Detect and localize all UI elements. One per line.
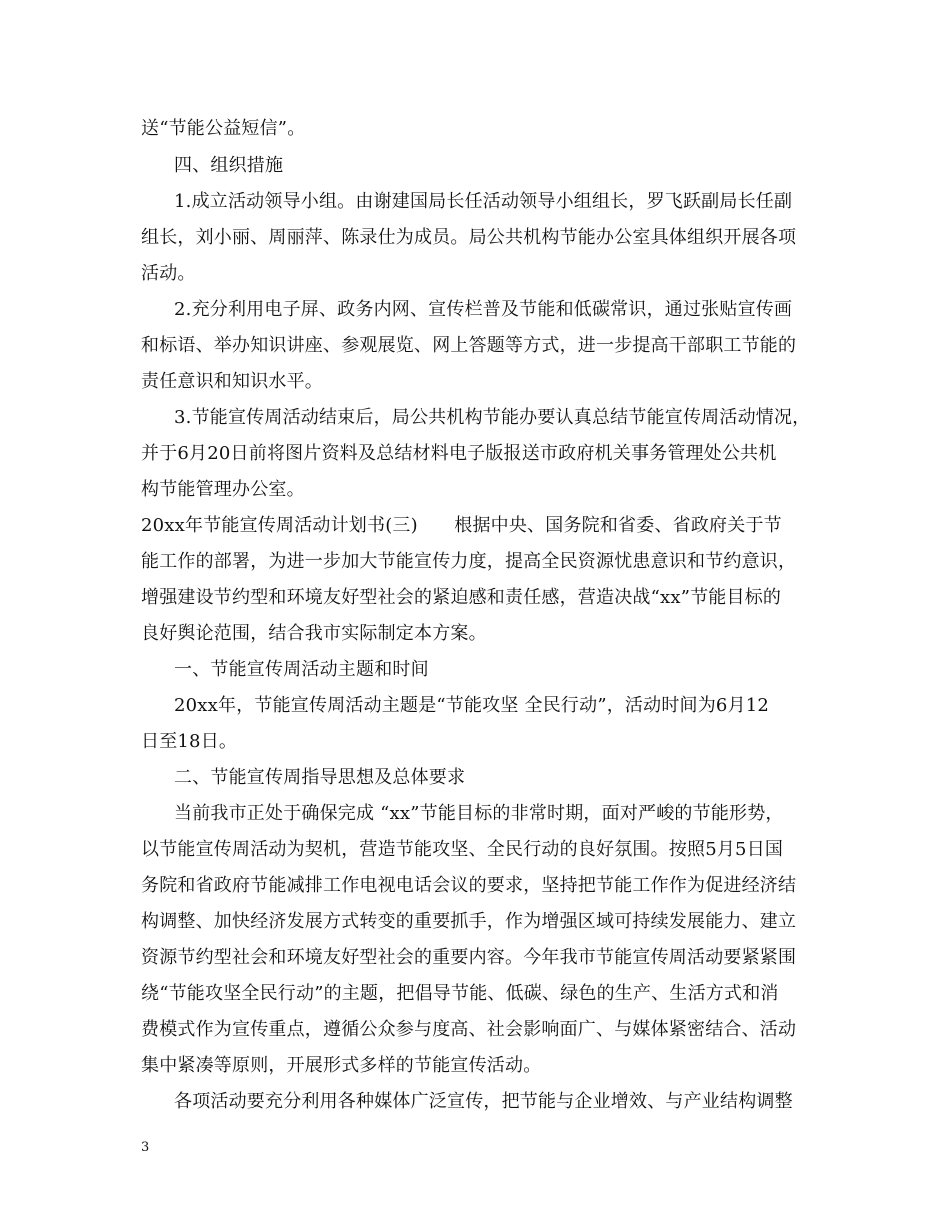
text-line: 资源节约型社会和环境友好型社会的重要内容。今年我市节能宣传周活动要紧紧围 bbox=[141, 947, 797, 968]
section-heading: 四、组织措施 bbox=[174, 155, 284, 176]
text-line: 1.成立活动领导小组。由谢建国局长任活动领导小组组长，罗飞跃副局长任副 bbox=[174, 191, 793, 212]
section-heading: 二、节能宣传周指导思想及总体要求 bbox=[174, 767, 466, 788]
text-line: 日至18日。 bbox=[141, 731, 238, 752]
text-line: 集中紧凑等原则，开展形式多样的节能宣传活动。 bbox=[141, 1055, 542, 1076]
section-heading: 一、节能宣传周活动主题和时间 bbox=[174, 659, 429, 680]
text-line: 责任意识和知识水平。 bbox=[141, 371, 323, 392]
text-line: 构调整、加快经济发展方式转变的重要抓手，作为增强区域可持续发展能力、建立 bbox=[141, 911, 797, 932]
text-line: 绕“节能攻坚全民行动”的主题，把倡导节能、低碳、绿色的生产、生活方式和消 bbox=[141, 983, 779, 1004]
text-line: 务院和省政府节能减排工作电视电话会议的要求，坚持把节能工作作为促进经济结 bbox=[141, 875, 797, 896]
text-line: 20xx年，节能宣传周活动主题是“节能攻坚 全民行动”，活动时间为6月12 bbox=[174, 695, 770, 716]
text-line: 良好舆论范围，结合我市实际制定本方案。 bbox=[141, 623, 487, 644]
text-line: 增强建设节约型和环境友好型社会的紧迫感和责任感，营造决战“xx”节能目标的 bbox=[141, 587, 782, 608]
text-line: 组长，刘小丽、周丽萍、陈录仕为成员。局公共机构节能办公室具体组织开展各项 bbox=[141, 227, 797, 248]
text-line: 构节能管理办公室。 bbox=[141, 479, 305, 500]
text-line: 活动。 bbox=[141, 263, 196, 284]
text-line: 2.充分利用电子屏、政务内网、宣传栏普及节能和低碳常识，通过张贴宣传画 bbox=[174, 299, 793, 320]
text-line: 当前我市正处于确保完成 “xx”节能目标的非常时期，面对严峻的节能形势， bbox=[174, 803, 784, 824]
text-line: 3.节能宣传周活动结束后，局公共机构节能办要认真总结节能宣传周活动情况， bbox=[174, 407, 811, 428]
text-line: 各项活动要充分利用各种媒体广泛宣传，把节能与企业增效、与产业结构调整 bbox=[174, 1091, 793, 1112]
text-line: 和标语、举办知识讲座、参观展览、网上答题等方式，进一步提高干部职工节能的 bbox=[141, 335, 797, 356]
page-number: 3 bbox=[141, 1140, 150, 1155]
text-line: 以节能宣传周活动为契机，营造节能攻坚、全民行动的良好氛围。按照5月5日国 bbox=[141, 839, 784, 860]
text-line: 送“节能公益短信”。 bbox=[141, 118, 306, 139]
text-line: 能工作的部署，为进一步加大节能宣传力度，提高全民资源忧患意识和节约意识， bbox=[141, 551, 797, 572]
text-line: 20xx年节能宣传周活动计划书(三) 根据中央、国务院和省委、省政府关于节 bbox=[141, 515, 782, 536]
text-line: 费模式作为宣传重点，遵循公众参与度高、社会影响面广、与媒体紧密结合、活动 bbox=[141, 1019, 797, 1040]
text-line: 并于6月20日前将图片资料及总结材料电子版报送市政府机关事务管理处公共机 bbox=[141, 443, 777, 464]
